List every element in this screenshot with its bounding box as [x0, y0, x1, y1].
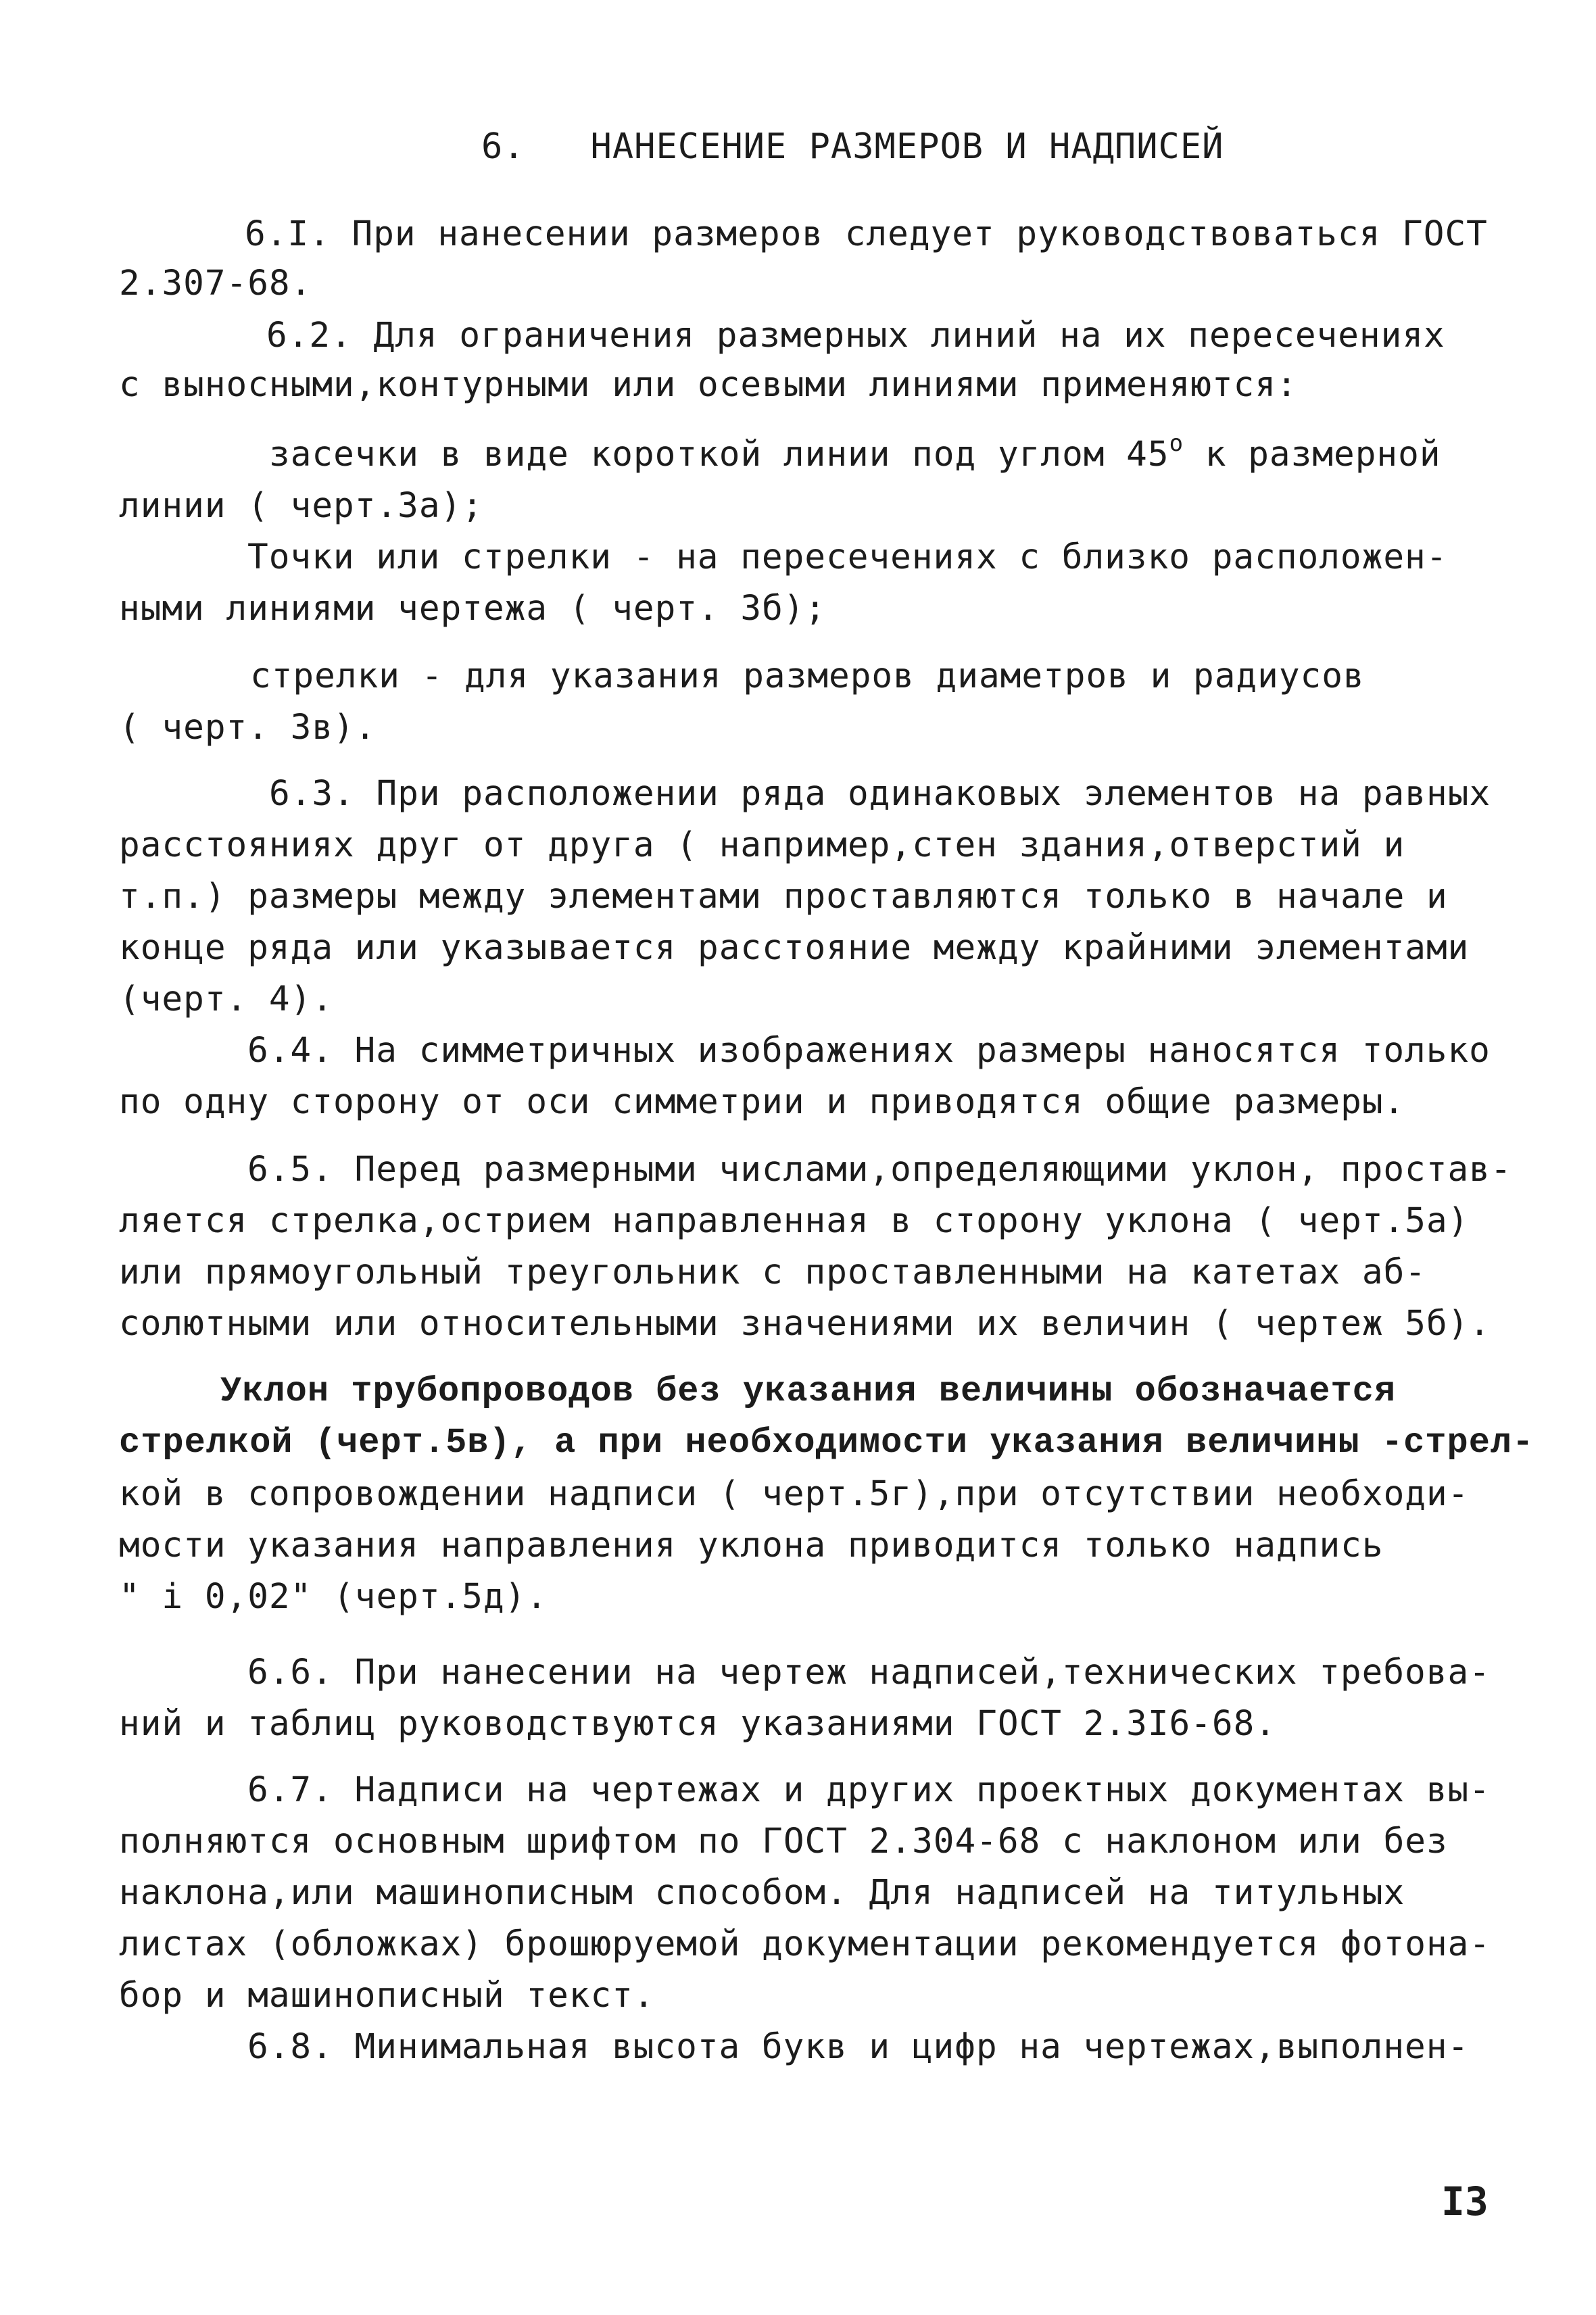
p6-4-line-1: 6.4. На симметричных изображениях размеры наносятся только [247, 1031, 1491, 1071]
p6-6-line-1: 6.6. При нанесении на чертеж надписей,технических требова- [247, 1653, 1491, 1692]
p6-7-line-3: наклона,или машинописным способом. Для надписей на титульных [119, 1873, 1405, 1913]
p6-8-line-1: 6.8. Минимальная высота букв и цифр на чертежах,выполнен- [247, 2027, 1470, 2067]
slope-line-2: стрелкой (черт.5в), а при необходимости указания величины -стрел- [119, 1423, 1534, 1463]
p6-1-line-1: 6.I. При нанесении размеров следует руководствоваться ГОСТ [245, 214, 1488, 254]
p6-6-line-2: ний и таблиц руководствуются указаниями ГОСТ 2.3I6-68. [119, 1704, 1277, 1744]
item2-line-1: Точки или стрелки - на пересечениях с близко расположен- [247, 537, 1448, 577]
p6-3-line-5: (черт. 4). [119, 979, 334, 1019]
p6-1-line-2: 2.307-68. [119, 264, 312, 303]
item3-line-1: стрелки - для указания размеров диаметров и радиусов [250, 656, 1365, 696]
section-title: 6. НАНЕСЕНИЕ РАЗМЕРОВ И НАДПИСЕЙ [481, 126, 1224, 167]
p6-7-line-1: 6.7. Надписи на чертежах и других проектных документах вы- [247, 1770, 1491, 1810]
item1-text-b: к размерной [1184, 435, 1441, 474]
degree-superscript: o [1169, 430, 1184, 457]
slope-line-4: мости указания направления уклона приводится только надпись [119, 1526, 1384, 1565]
p6-7-line-2: полняются основным шрифтом по ГОСТ 2.304-68 с наклоном или без [119, 1822, 1448, 1861]
p6-7-line-5: бор и машинописный текст. [119, 1976, 655, 2016]
p6-5-line-4: солютными или относительными значениями их величин ( чертеж 5б). [119, 1304, 1491, 1344]
p6-3-line-3: т.п.) размеры между элементами проставляются только в начале и [119, 877, 1448, 917]
slope-line-1: Уклон трубопроводов без указания величины обозначается [220, 1371, 1397, 1411]
p6-4-line-2: по одну сторону от оси симметрии и приводятся общие размеры. [119, 1082, 1405, 1122]
item3-line-2: ( черт. 3в). [119, 708, 377, 748]
p6-5-line-1: 6.5. Перед размерными числами,определяющими уклон, простав- [247, 1150, 1512, 1190]
item1-text-a: засечки в виде короткой линии под углом 45 [269, 435, 1169, 474]
item1-line-1 [269, 431, 1441, 479]
p6-5-line-3: или прямоугольный треугольник с проставленными на катетах аб- [119, 1252, 1426, 1292]
item2-line-2: ными линиями чертежа ( черт. 3б); [119, 589, 827, 629]
p6-3-line-1: 6.3. При расположении ряда одинаковых элементов на равных [269, 774, 1491, 814]
p6-3-line-4: конце ряда или указывается расстояние между крайними элементами [119, 928, 1470, 968]
p6-2-line-1: 6.2. Для ограничения размерных линий на их пересечениях [266, 316, 1445, 356]
p6-2-line-2: с выносными,контурными или осевыми линиями применяются: [119, 365, 1298, 405]
slope-line-3: кой в сопровождении надписи ( черт.5г),при отсутствии необходи- [119, 1474, 1470, 1514]
p6-7-line-4: листах (обложках) брошюруемой документации рекомендуется фотона- [119, 1924, 1491, 1964]
item1-line-2: линии ( черт.3а); [119, 486, 483, 526]
slope-line-5: " i 0,02" (черт.5д). [119, 1577, 548, 1617]
page-number: I3 [1441, 2178, 1489, 2224]
p6-3-line-2: расстояниях друг от друга ( например,стен здания,отверстий и [119, 825, 1405, 865]
p6-5-line-2: ляется стрелка,острием направленная в сторону уклона ( черт.5а) [119, 1201, 1470, 1241]
